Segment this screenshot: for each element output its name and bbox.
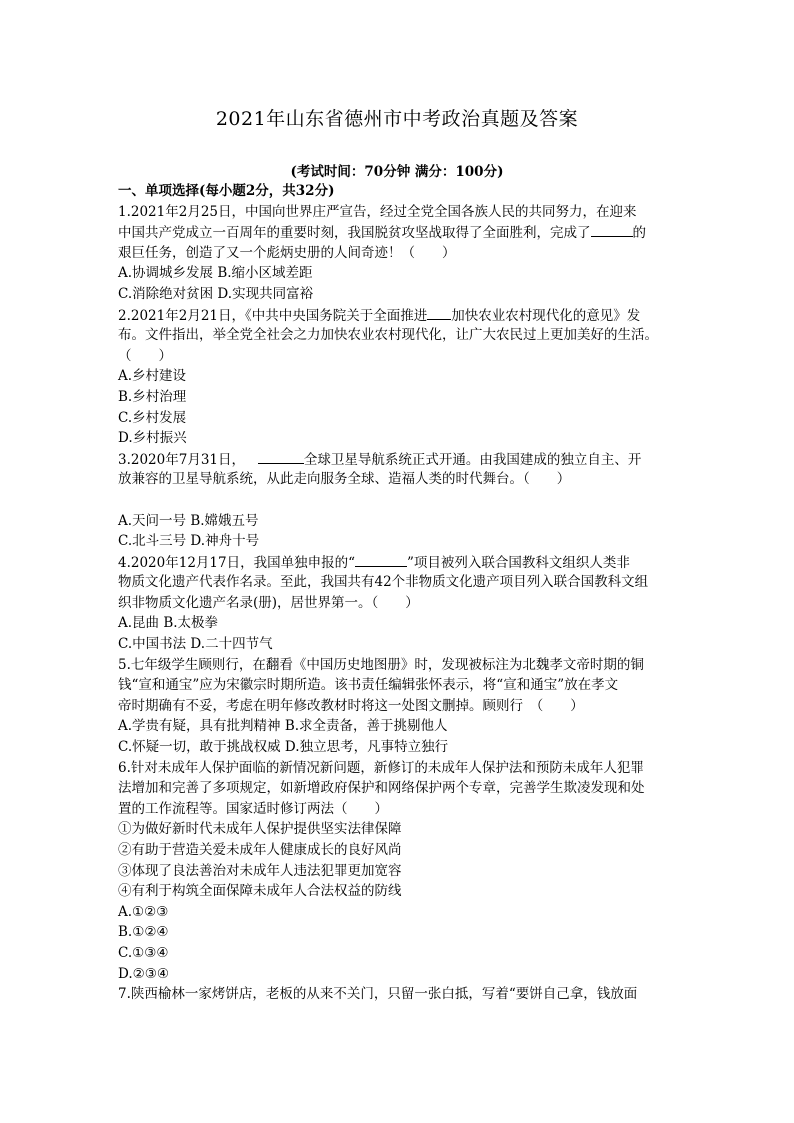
question-5-options-cd: C.怀疑一切，敢于挑战权威 D.独立思考，凡事特立独行 bbox=[118, 739, 449, 756]
page-title: 2021年山东省德州市中考政治真题及答案 bbox=[215, 108, 579, 130]
question-6-statement-1: ①为做好新时代未成年人保护提供坚实法律保障 bbox=[118, 821, 402, 838]
question-6-statement-3: ③体现了良法善治对未成年人违法犯罪更加宽容 bbox=[118, 862, 402, 879]
question-4-text: ”项目被列入联合国教科文组织人类非 bbox=[407, 554, 630, 571]
question-7-line-1: 7.陕西榆林一家烤饼店，老板的从来不关门，只留一张白抵，写着“要饼自己拿，钱放面 bbox=[118, 986, 638, 1003]
question-1-line-2 bbox=[118, 222, 678, 243]
question-5-line-3: 帝时期确有不妥，考虑在明年修改教材时将这一处图文删掉。顾则行 （ ） bbox=[118, 697, 584, 714]
question-4-options-cd: C.中国书法 D.二十四节气 bbox=[118, 636, 273, 653]
question-2-option-b: B.乡村治理 bbox=[118, 388, 187, 405]
question-4-line-3: 织非物质文化遗产名录(册)，居世界第一。（ ） bbox=[118, 594, 419, 611]
question-2-text: 2.2021年2月21日，《中共中央国务院关于全面推进 bbox=[118, 307, 428, 324]
question-6-option-a: A.①②③ bbox=[118, 903, 169, 920]
question-6-line-1: 6.针对未成年人保护面临的新情况新问题，新修订的未成年人保护法和预防未成年人犯罪 bbox=[118, 759, 644, 776]
question-6-line-2: 法增加和完善了多项规定，如新增政府保护和网络保护两个专章，完善学生欺凌发现和处 bbox=[118, 780, 645, 797]
question-6-statement-2: ②有助于营造关爱未成年人健康成长的良好风尚 bbox=[118, 842, 402, 858]
question-6-line-3: 置的工作流程等。国家适时修订两法（ ） bbox=[118, 800, 388, 817]
exam-info: (考试时间：70分钟 满分：100分) bbox=[290, 164, 504, 180]
answer-blank bbox=[591, 222, 633, 237]
question-5-line-1: 5.七年级学生顾则行，在翻看《中国历史地图册》时，发现被标注为北魏孝文帝时期的铜 bbox=[118, 656, 644, 673]
question-4-line-2: 物质文化遗产代表作名录。至此，我国共有42个非物质文化遗产项目列入联合国教科文组 bbox=[118, 574, 649, 591]
question-2-option-d: D.乡村振兴 bbox=[118, 430, 187, 447]
question-4-line-1 bbox=[118, 552, 678, 573]
question-3-text: 3.2020年7月31日， bbox=[118, 451, 246, 468]
answer-blank bbox=[355, 552, 407, 567]
question-3-options-cd: C.北斗三号 D.神舟十号 bbox=[118, 533, 260, 550]
question-3-options-ab: A.天问一号 B.嫦娥五号 bbox=[118, 512, 259, 529]
question-1-options-ab: A.协调城乡发展 B.缩小区域差距 bbox=[118, 265, 313, 282]
question-6-option-c: C.①③④ bbox=[118, 944, 169, 961]
question-4-options-ab: A.昆曲 B.太极拳 bbox=[118, 615, 219, 632]
question-1-text: 的 bbox=[632, 225, 646, 242]
question-2-line-3: （ ） bbox=[118, 347, 172, 364]
question-2-option-c: C.乡村发展 bbox=[118, 409, 187, 426]
question-5-line-2: 钱“宣和通宝”应为宋徽宗时期所造。该书责任编辑张怀表示，将“宣和通宝”放在孝文 bbox=[118, 677, 619, 694]
question-2-text: 加快农业农村现代化的意见》发 bbox=[451, 307, 641, 324]
document-body bbox=[118, 181, 678, 1005]
question-2-option-a: A.乡村建设 bbox=[118, 368, 187, 385]
answer-blank bbox=[258, 449, 304, 464]
question-2-line-1 bbox=[118, 305, 678, 326]
question-6-option-b: B.①②④ bbox=[118, 924, 169, 941]
question-6-statement-4: ④有利于构筑全面保障未成年人合法权益的防线 bbox=[118, 883, 402, 900]
answer-blank bbox=[427, 305, 451, 320]
question-3-line-2: 放兼容的卫星导航系统，从此走向服务全球、造福人类的时代舞台。（ ） bbox=[118, 471, 571, 488]
question-1-line-3: 艰巨任务，创造了又一个彪炳史册的人间奇迹！（ ） bbox=[118, 244, 456, 261]
blank-spacer bbox=[118, 490, 678, 511]
question-3-line-1 bbox=[118, 449, 678, 470]
question-1-text: 中国共产党成立一百周年的重要时刻，我国脱贫攻坚战取得了全面胜利，完成了 bbox=[118, 225, 591, 242]
question-6-option-d: D.②③④ bbox=[118, 965, 169, 982]
section-heading: 一、单项选择(每小题2分，共32分) bbox=[118, 183, 335, 199]
question-1-options-cd: C.消除绝对贫困 D.实现共同富裕 bbox=[118, 285, 314, 302]
question-4-text: 4.2020年12月17日，我国单独申报的“ bbox=[118, 554, 355, 571]
question-5-options-ab: A.学贵有疑，具有批判精神 B.求全责备，善于挑剔他人 bbox=[118, 718, 448, 735]
question-1-line-1: 1.2021年2月25日，中国向世界庄严宣告，经过全党全国各族人民的共同努力，在迎来 bbox=[118, 203, 637, 220]
question-3-text: 全球卫星导航系统正式开通。由我国建成的独立自主、开 bbox=[303, 451, 642, 468]
question-2-line-2: 布。文件指出，举全党全社会之力加快农业农村现代化，让广大农民过上更加美好的生活。 bbox=[118, 327, 658, 344]
